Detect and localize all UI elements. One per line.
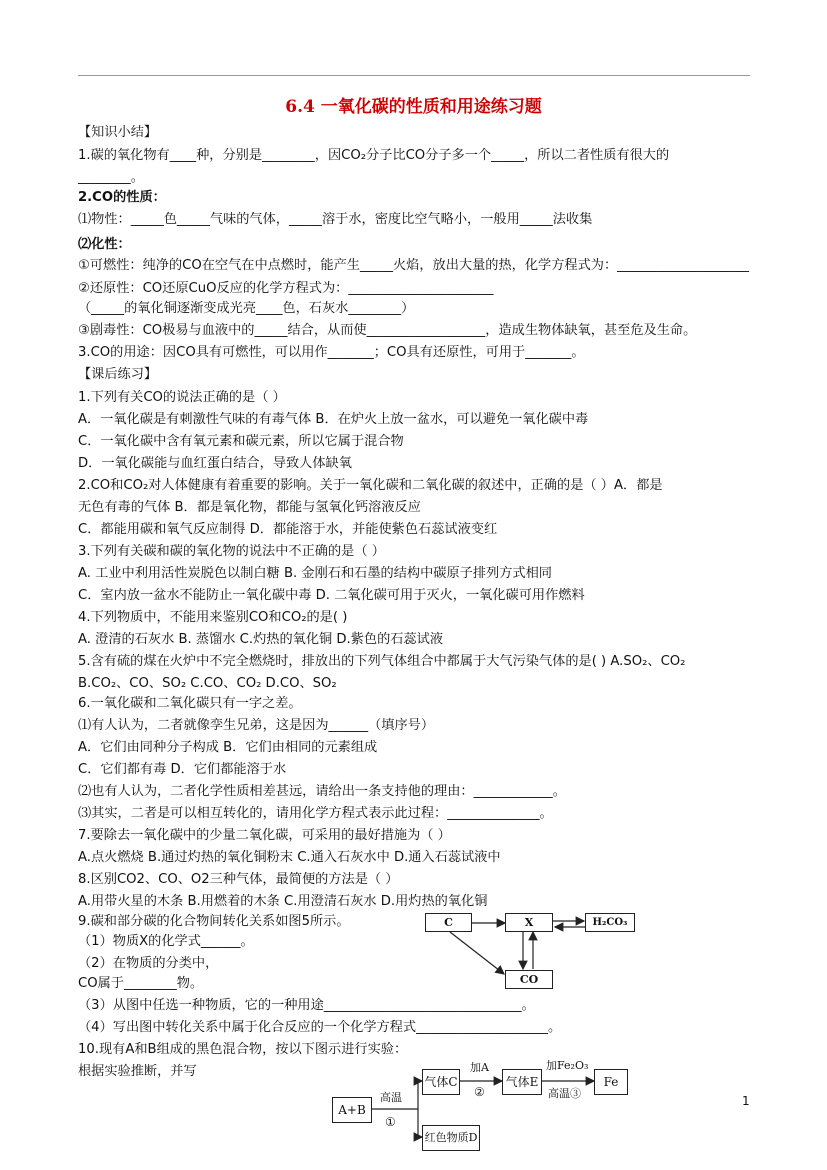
text-line: D．一氧化碳能与血红蛋白结合，导致人体缺氧 <box>78 456 352 471</box>
text-line: 根据实验推断，并写 <box>78 1064 197 1079</box>
box-fe: Fe <box>594 1069 628 1095</box>
text-line: ③剧毒性：CO极易与血液中的_____结合，从而使__________________，造成生物体缺氧，甚至危及生命。 <box>78 323 697 338</box>
page-title: 6.4 一氧化碳的性质和用途练习题 <box>285 97 542 117</box>
text-line: B.CO₂、CO、SO₂ C.CO、CO₂ D.CO、SO₂ <box>78 676 337 691</box>
text-line: 1.下列有关CO的说法正确的是（ ） <box>78 390 286 405</box>
carbon-conversion-diagram <box>425 908 635 993</box>
text-line: 2.CO和CO₂对人体健康有着重要的影响。关于一氧化碳和二氧化碳的叙述中，正确的是（ ）A．都是 <box>78 478 663 493</box>
text-line: C．它们都有毒 D．它们都能溶于水 <box>78 762 287 777</box>
box-gas-e: 气体E <box>502 1069 542 1095</box>
text-line: 【课后练习】 <box>78 367 158 382</box>
text-line: C．一氧化碳中含有氧元素和碳元素，所以它属于混合物 <box>78 434 404 449</box>
text-line: A．它们由同种分子构成 B．它们由相同的元素组成 <box>78 740 378 755</box>
label-high-temp-1: 高温 <box>380 1091 402 1104</box>
label-step-1: ① <box>385 1115 396 1129</box>
text-line: C．室内放一盆水不能防止一氧化碳中毒 D. 二氧化碳可用于灭火，一氧化碳可用作燃料 <box>78 588 585 603</box>
text-line: 5.含有硫的煤在火炉中不完全燃烧时，排放出的下列气体组合中都属于大气污染气体的是( ) A.SO₂、CO₂ <box>78 654 686 669</box>
text-line: （4）写出图中转化关系中属于化合反应的一个化学方程式____________________。 <box>78 1020 562 1035</box>
text-line: （2）在物质的分类中， <box>78 956 219 971</box>
text-line: 7.要除去一氧化碳中的少量二氧化碳，可采用的最好措施为（ ） <box>78 828 451 843</box>
page-number: 1 <box>742 1094 750 1108</box>
text-line: 10.现有A和B组成的黑色混合物，按以下图示进行实验： <box>78 1042 408 1057</box>
text-line: ⑵化性： <box>78 237 131 252</box>
text-line: 4.下列物质中，不能用来鉴别CO和CO₂的是( ) <box>78 610 348 625</box>
text-line: A.点火燃烧 B.通过灼热的氧化铜粉末 C.通入石灰水中 D.通入石蕊试液中 <box>78 850 501 865</box>
text-line: A. 澄清的石灰水 B. 蒸馏水 C.灼热的氧化铜 D.紫色的石蕊试液 <box>78 632 444 647</box>
header-rule <box>78 75 750 76</box>
text-line: 6.一氧化碳和二氧化碳只有一字之差。 <box>78 696 302 711</box>
text-line: CO属于________物。 <box>78 976 204 991</box>
text-line: 8.区别CO2、CO、O2三种气体，最简便的方法是（ ） <box>78 872 399 887</box>
text-line: 1.碳的氧化物有____种，分别是________，因CO₂分子比CO分子多一个_____，所以二者性质有很大的 <box>78 148 670 163</box>
experiment-flow-diagram <box>330 1055 630 1165</box>
text-line: A．一氧化碳是有刺激性气味的有毒气体 B．在炉火上放一盆水，可以避免一氧化碳中毒 <box>78 412 589 427</box>
text-line: ⑴有人认为，二者就像孪生兄弟，这是因为______（填序号） <box>78 718 435 733</box>
box-x: X <box>505 913 553 932</box>
text-line: 3.下列有关碳和碳的氧化物的说法中不正确的是（ ） <box>78 544 385 559</box>
text-line: 2.CO的性质： <box>78 190 166 205</box>
text-line: A.用带火星的木条 B.用燃着的木条 C.用澄清石灰水 D.用灼热的氧化铜 <box>78 894 488 909</box>
text-line: （1）物质X的化学式______。 <box>78 934 254 949</box>
text-line: 9.碳和部分碳的化合物间转化关系如图5所示。 <box>78 914 350 929</box>
box-gas-c: 气体C <box>422 1069 460 1095</box>
box-h2co3: H₂CO₃ <box>585 913 635 932</box>
box-co: CO <box>505 970 553 989</box>
label-add-fe2o3: 加Fe₂O₃ <box>546 1059 589 1072</box>
label-high-temp-3: 高温③ <box>548 1087 581 1100</box>
text-line: ⑴物性：_____色_____气味的气体，_____溶于水，密度比空气略小，一般用_____法收集 <box>78 212 593 227</box>
text-line: ________。 <box>78 170 144 185</box>
text-line: 无色有毒的气体 B．都是氧化物，都能与氢氧化钙溶液反应 <box>78 500 421 515</box>
label-step-2: ② <box>474 1085 485 1099</box>
box-a-plus-b: A+B <box>332 1097 372 1123</box>
text-line: （3）从图中任选一种物质，它的一种用途______________________________。 <box>78 998 535 1013</box>
label-add-a: 加A <box>470 1061 489 1074</box>
text-line: ⑵也有人认为，二者化学性质相差甚远，请给出一条支持他的理由：____________。 <box>78 784 566 799</box>
text-line: A. 工业中利用活性炭脱色以制白糖 B. 金刚石和石墨的结构中碳原子排列方式相同 <box>78 566 552 581</box>
text-line: 【知识小结】 <box>78 125 158 140</box>
text-line: ②还原性：CO还原CuO反应的化学方程式为：______________________ <box>78 281 494 296</box>
text-line: C．都能用碳和氧气反应制得 D．都能溶于水，并能使紫色石蕊试液变红 <box>78 522 498 537</box>
text-line: （_____的氧化铜逐渐变成光亮____色，石灰水________） <box>78 301 415 316</box>
box-red-substance: 红色物质D <box>422 1125 480 1151</box>
box-c: C <box>425 913 472 932</box>
text-line: 3.CO的用途：因CO具有可燃性，可以用作_______；CO具有还原性，可用于_______。 <box>78 345 585 360</box>
text-line: ⑶其实，二者是可以相互转化的，请用化学方程式表示此过程：______________。 <box>78 806 553 821</box>
text-line: ①可燃性：纯净的CO在空气在中点燃时，能产生_____火焰，放出大量的热，化学方程式为：____________________ <box>78 258 750 273</box>
